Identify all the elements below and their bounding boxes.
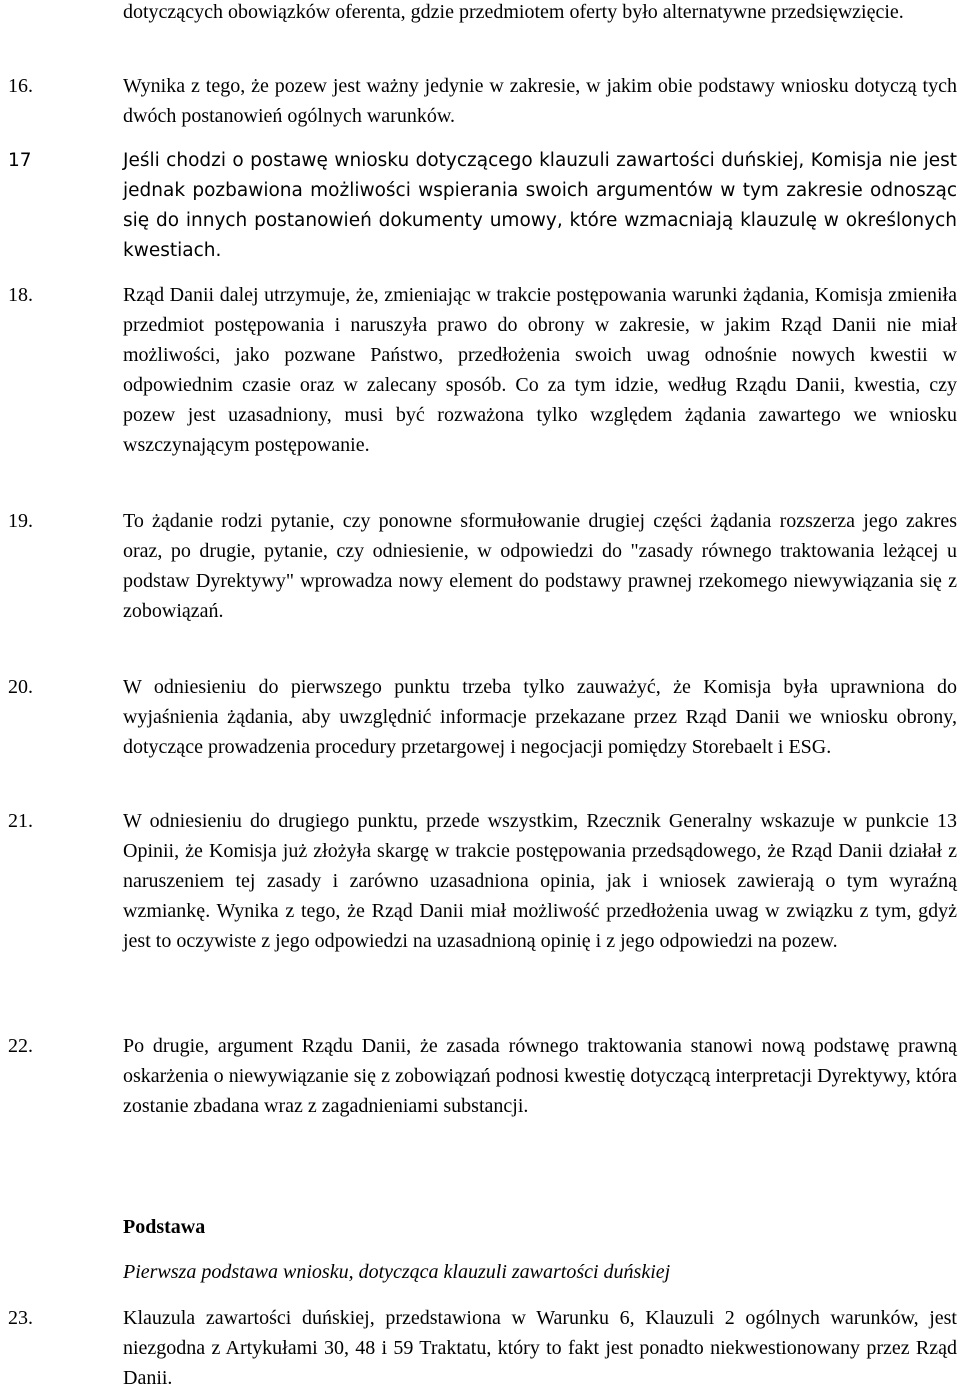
paragraph-number: 18. <box>8 284 33 306</box>
paragraph-text: Klauzula zawartości duńskiej, przedstawiona w Warunku 6, Klauzuli 2 ogólnych warunków, jest niezgodna z Artykułami 30, 48 i 59 Traktatu, który to fakt jest ponadto niekwestionowany przez Rząd Danii. <box>123 1307 957 1389</box>
paragraph-text: Rząd Danii dalej utrzymuje, że, zmieniając w trakcie postępowania warunki żądania, Komisja zmieniła przedmiot postępowania i naruszyła prawo do obrony w zakresie, w jakim Rząd Danii nie miał możliwości, jako pozwane Państwo, przedłożenia swoich uwag odnośnie nowych kwestii w odpowiednim czasie oraz w zalecany sposób. Co za tym idzie, według Rządu Danii, kwestia, czy pozew jest uzasadniony, musi być rozważona tylko względem żądania zawartego we wniosku wszczynającym postępowanie. <box>123 284 957 456</box>
section-heading: Podstawa <box>123 1216 206 1238</box>
paragraph-text: Wynika z tego, że pozew jest ważny jedynie w zakresie, w jakim obie podstawy wniosku dotyczą tych dwóch postanowień ogólnych warunków. <box>123 75 957 127</box>
paragraph-number: 21. <box>8 810 33 832</box>
section-subheading: Pierwsza podstawa wniosku, dotycząca klauzuli zawartości duńskiej <box>123 1261 671 1283</box>
paragraph-number: 23. <box>8 1307 33 1329</box>
paragraph-number: 22. <box>8 1035 33 1057</box>
paragraph-text: To żądanie rodzi pytanie, czy ponowne sformułowanie drugiej części żądania rozszerza jego zakres oraz, po drugie, pytanie, czy odniesienie, w odpowiedzi do "zasady równego traktowania leżącej u podstaw Dyrektywy" wprowadza nowy element do podstawy prawnej rzekomego niewywiązania się z zobowiązań. <box>123 510 957 622</box>
paragraph-text: Po drugie, argument Rządu Danii, że zasada równego traktowania stanowi nową podstawę prawną oskarżenia o niewywiązanie się z zobowiązań podnosi kwestię dotyczącą interpretacji Dyrektywy, która zostanie zbadana wraz z zagadnieniami substancji. <box>123 1035 957 1117</box>
paragraph-text: dotyczących obowiązków oferenta, gdzie przedmiotem oferty było alternatywne przedsięwzięcie. <box>123 1 904 23</box>
paragraph-text: Jeśli chodzi o postawę wniosku dotyczącego klauzuli zawartości duńskiej, Komisja nie jest jednak pozbawiona możliwości wspierania swoich argumentów w tym zakresie odnosząc się do innych postanowień dokumenty umowy, które wzmacniają klauzulę w określonych kwestiach. <box>123 150 957 261</box>
paragraph-number: 19. <box>8 510 33 532</box>
paragraph-text: W odniesieniu do pierwszego punktu trzeba tylko zauważyć, że Komisja była uprawniona do wyjaśnienia żądania, aby uwzględnić informacje przekazane przez Rząd Danii we wniosku obrony, dotyczące prowadzenia procedury przetargowej i negocjacji pomiędzy Storebaelt i ESG. <box>123 676 957 758</box>
paragraph-number: 20. <box>8 676 33 698</box>
paragraph-number: 17 <box>8 150 32 171</box>
paragraph-number: 16. <box>8 75 33 97</box>
paragraph-text: W odniesieniu do drugiego punktu, przede wszystkim, Rzecznik Generalny wskazuje w punkcie 13 Opinii, że Komisja już złożyła skargę w trakcie postępowania przedsądowego, że Rząd Danii działał z naruszeniem tej zasady i zarówno uzasadniona opinia, jak i wniosek zawierają o tym wyraźną wzmiankę. Wynika z tego, że Rząd Danii miał możliwość przedłożenia uwag w związku z tym, gdyż jest to oczywiste z jego odpowiedzi na uzasadnioną opinię i z jego odpowiedzi na pozew. <box>123 810 957 952</box>
